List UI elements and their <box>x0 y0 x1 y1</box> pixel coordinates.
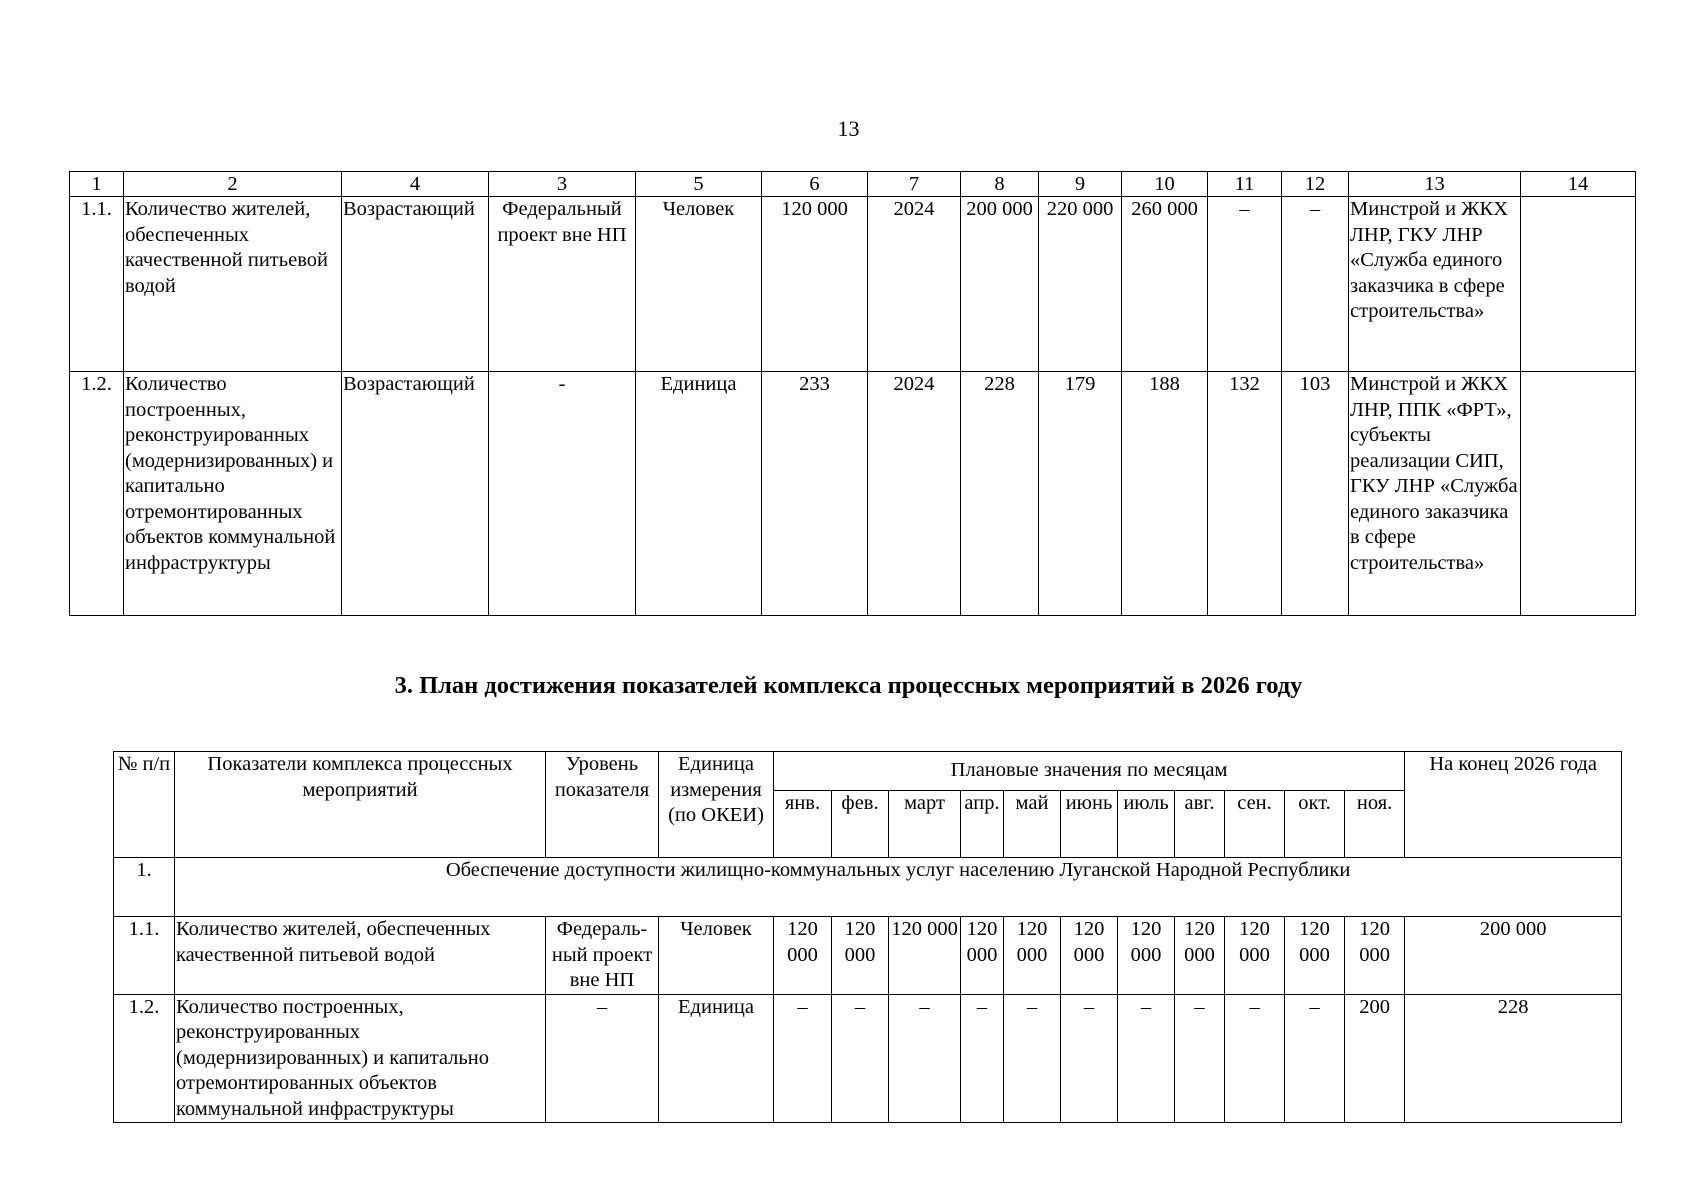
section-title: 3. План достижения показателей комплекса процессных мероприятий в 2026 году <box>394 672 1303 699</box>
indicator-name: Количество жителей, обеспеченных качественной питьевой водой <box>175 917 546 995</box>
month-value: 120 000 <box>832 917 889 995</box>
month-value: 200 <box>1345 994 1405 1123</box>
row-number: 1.2. <box>114 994 175 1123</box>
table-row <box>70 372 1636 616</box>
header-unit: Единица измерения (по ОКЕИ) <box>659 752 774 858</box>
month-header: фев. <box>832 791 889 858</box>
month-value: – <box>961 994 1004 1123</box>
unit-of-measure: Человек <box>659 917 774 995</box>
month-value: 120 000 <box>1175 917 1225 995</box>
column-number: 11 <box>1208 172 1282 197</box>
month-value: – <box>832 994 889 1123</box>
column-number: 14 <box>1521 172 1636 197</box>
page-number: 13 <box>837 116 860 141</box>
responsible-party: Минстрой и ЖКХ ЛНР, ППК «ФРТ», субъекты реализации СИП, ГКУ ЛНР «Служба единого заказчика в сфере строительства» <box>1349 372 1521 616</box>
month-value: 120 000 <box>1225 917 1285 995</box>
indicator-name: Количество построенных, реконструированных (модернизированных) и капитально отремонтированных объектов коммунальной инфраструктуры <box>124 372 342 616</box>
month-value: 120 000 <box>1285 917 1345 995</box>
value-col-10: 188 <box>1122 372 1208 616</box>
header-indicator-level: Уровень показателя <box>546 752 659 858</box>
month-value: – <box>1285 994 1345 1123</box>
unit-of-measure: Единица <box>636 372 762 616</box>
column-number: 5 <box>636 172 762 197</box>
value-col-9: 179 <box>1039 372 1122 616</box>
table-row <box>114 917 1622 995</box>
month-value: – <box>889 994 961 1123</box>
indicator-trend: Возрастающий <box>342 197 489 372</box>
base-value: 233 <box>762 372 868 616</box>
indicator-level: - <box>489 372 636 616</box>
month-header: март <box>889 791 961 858</box>
unit-of-measure: Человек <box>636 197 762 372</box>
header-number: № п/п <box>114 752 175 858</box>
month-value: – <box>1118 994 1175 1123</box>
column-number: 12 <box>1282 172 1349 197</box>
base-year: 2024 <box>868 372 961 616</box>
indicators-table-continued <box>69 171 1636 616</box>
indicator-level: Федеральный проект вне НП <box>489 197 636 372</box>
month-value: 120 000 <box>889 917 961 995</box>
month-header: апр. <box>961 791 1004 858</box>
column-number: 4 <box>342 172 489 197</box>
month-value: 120 000 <box>1345 917 1405 995</box>
month-header: окт. <box>1285 791 1345 858</box>
base-value: 120 000 <box>762 197 868 372</box>
month-value: 120 000 <box>961 917 1004 995</box>
indicator-level: – <box>546 994 659 1123</box>
indicator-trend: Возрастающий <box>342 372 489 616</box>
column-number: 7 <box>868 172 961 197</box>
month-value: 120 000 <box>1004 917 1061 995</box>
column-number: 13 <box>1349 172 1521 197</box>
header-year-end: На конец 2026 года <box>1405 752 1622 858</box>
base-year: 2024 <box>868 197 961 372</box>
month-header: янв. <box>774 791 832 858</box>
month-value: 120 000 <box>1118 917 1175 995</box>
column-number: 10 <box>1122 172 1208 197</box>
month-header: сен. <box>1225 791 1285 858</box>
value-col-12: 103 <box>1282 372 1349 616</box>
section-row <box>114 858 1622 917</box>
year-end-value: 228 <box>1405 994 1622 1123</box>
indicator-level: Федераль-ный проект вне НП <box>546 917 659 995</box>
monthly-plan-table <box>113 751 1622 1123</box>
column-number: 2 <box>124 172 342 197</box>
value-col-9: 220 000 <box>1039 197 1122 372</box>
value-col-8: 228 <box>961 372 1039 616</box>
table-row <box>114 994 1622 1123</box>
row-number: 1.1. <box>114 917 175 995</box>
column-number-row <box>70 172 1636 197</box>
column-14-cell <box>1521 372 1636 616</box>
header-monthly-values: Плановые значения по месяцам <box>774 752 1405 791</box>
column-14-cell <box>1521 197 1636 372</box>
month-value: – <box>1225 994 1285 1123</box>
header-indicator-name: Показатели комплекса процессных мероприятий <box>175 752 546 858</box>
year-end-value: 200 000 <box>1405 917 1622 995</box>
month-value: 120 000 <box>774 917 832 995</box>
month-header: ноя. <box>1345 791 1405 858</box>
column-number: 9 <box>1039 172 1122 197</box>
row-number: 1.2. <box>70 372 124 616</box>
month-value: 120 000 <box>1061 917 1118 995</box>
section-number: 1. <box>114 858 175 917</box>
row-number: 1.1. <box>70 197 124 372</box>
month-value: – <box>1061 994 1118 1123</box>
table-row <box>70 197 1636 372</box>
column-number: 1 <box>70 172 124 197</box>
indicator-name: Количество построенных, реконструированных (модернизированных) и капитально отремонтированных объектов коммунальной инфраструктуры <box>175 994 546 1123</box>
month-value: – <box>774 994 832 1123</box>
responsible-party: Минстрой и ЖКХ ЛНР, ГКУ ЛНР «Служба единого заказчика в сфере строительства» <box>1349 197 1521 372</box>
value-col-10: 260 000 <box>1122 197 1208 372</box>
month-header: июль <box>1118 791 1175 858</box>
column-number: 3 <box>489 172 636 197</box>
section-heading: Обеспечение доступности жилищно-коммунальных услуг населению Луганской Народной Республики <box>175 858 1622 917</box>
value-col-11: – <box>1208 197 1282 372</box>
value-col-8: 200 000 <box>961 197 1039 372</box>
month-header: май <box>1004 791 1061 858</box>
month-header: июнь <box>1061 791 1118 858</box>
value-col-12: – <box>1282 197 1349 372</box>
month-value: – <box>1175 994 1225 1123</box>
month-header: авг. <box>1175 791 1225 858</box>
column-number: 8 <box>961 172 1039 197</box>
indicator-name: Количество жителей, обеспеченных качественной питьевой водой <box>124 197 342 372</box>
value-col-11: 132 <box>1208 372 1282 616</box>
unit-of-measure: Единица <box>659 994 774 1123</box>
column-number: 6 <box>762 172 868 197</box>
header-row <box>114 752 1622 791</box>
month-value: – <box>1004 994 1061 1123</box>
